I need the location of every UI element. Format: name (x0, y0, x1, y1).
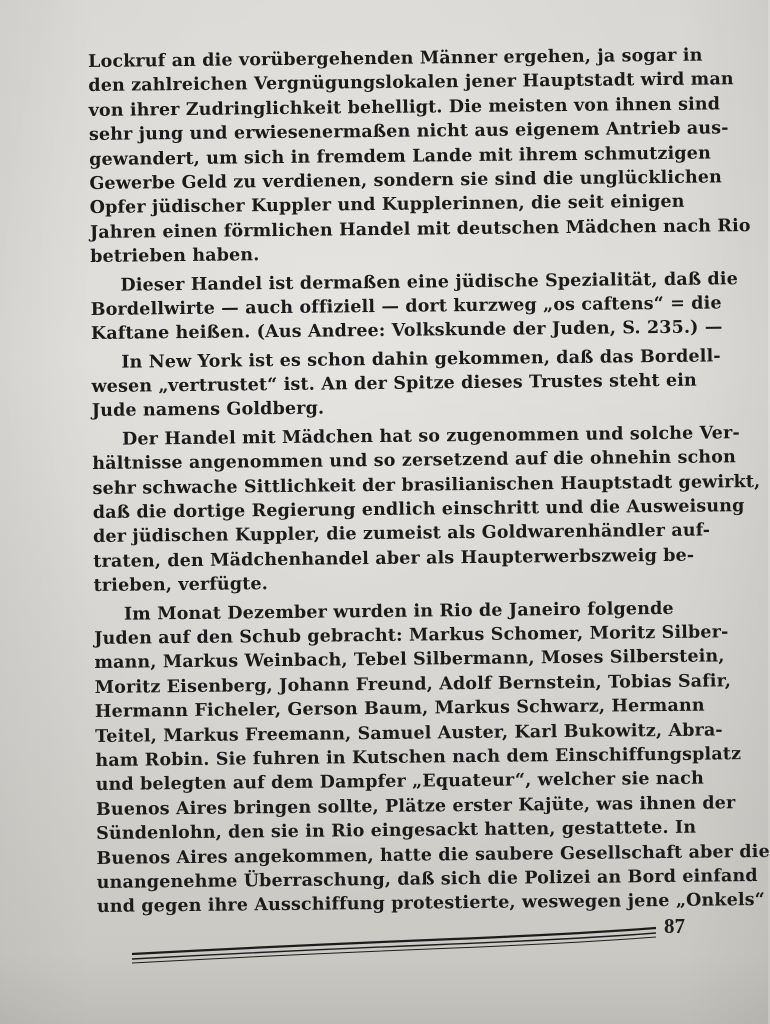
text-line: den zahlreichen Vergnügungslokalen jener Hauptstadt wird man (88, 69, 734, 97)
text-line: Sündenlohn, den sie in Rio eingesackt hatten, gestattete. In (96, 817, 697, 845)
text-line: Dieser Handel ist dermaßen eine jüdische Spezialität, daß die (120, 268, 739, 296)
text-line: Teitel, Markus Freemann, Samuel Auster, Karl Bukowitz, Abra- (95, 719, 723, 747)
text-line: Opfer jüdischer Kuppler und Kupplerinnen, die seit einigen (89, 192, 685, 219)
text-line: Jude namens Goldberg. (91, 399, 325, 422)
text-line: Juden auf den Schub gebracht: Markus Schomer, Moritz Silber- (94, 622, 729, 649)
page-shadow (0, 954, 768, 1024)
paragraph (88, 44, 751, 270)
body-text (88, 44, 770, 920)
text-line: Moritz Eisenberg, Johann Freund, Adolf Bernstein, Tobias Safir, (94, 671, 732, 698)
text-line: Bordellwirte — auch offiziell — dort kurzweg „os caftens“ = die (90, 293, 722, 320)
text-line: daß die dortige Regierung endlich einschritt und die Ausweisung (92, 496, 745, 524)
text-line: Gewerbe Geld zu verdienen, sondern sie sind die unglücklichen (89, 167, 723, 194)
paragraph (92, 422, 761, 599)
text-line: Jahren einen förmlichen Handel mit deutschen Mädchen nach Rio (89, 215, 751, 243)
text-line: betrieben haben. (90, 245, 260, 268)
text-line: Buenos Aires angekommen, hatte die saubere Gesellschaft aber die (96, 841, 770, 869)
paragraph (91, 345, 721, 424)
text-line: und gegen ihre Ausschiffung protestierte, weswegen jene „Onkels“ (96, 890, 766, 918)
text-line: sehr schwache Sittlichkeit der brasilianischen Hauptstadt gewirkt, (92, 471, 761, 499)
text-line: Lockruf an die vorübergehenden Männer ergehen, ja sogar in (88, 45, 703, 72)
text-line: unangenehme Überraschung, daß sich die Polizei an Bord einfand (96, 865, 758, 893)
text-line: In New York ist es schon dahin gekommen, daß das Bordell- (121, 346, 721, 373)
text-line: sehr jung und erwiesenermaßen nicht aus eigenem Antrieb aus- (88, 118, 729, 146)
text-line: trieben, verfügte. (93, 574, 269, 597)
text-line: Buenos Aires bringen sollte, Plätze erster Kajüte, was ihnen der (95, 792, 736, 820)
text-line: Hermann Ficheler, Gerson Baum, Markus Schwarz, Hermann (94, 695, 705, 723)
text-line: der jüdischen Kuppler, die zumeist als Goldwarenhändler auf- (92, 520, 711, 548)
text-line: Der Handel mit Mädchen hat so zugenommen und solche Ver- (121, 423, 740, 450)
text-line: und belegten auf dem Dampfer „Equateur“, welcher sie nach (95, 768, 705, 796)
text-line: gewandert, um sich in fremdem Lande mit ihrem schmutzigen (89, 143, 712, 170)
paragraph (94, 597, 770, 920)
text-line: Im Monat Dezember wurden in Rio de Janeiro folgende (123, 598, 674, 625)
text-line: von ihrer Zudringlichkeit behelligt. Die meisten von ihnen sind (88, 94, 721, 121)
text-line: mann, Markus Weinbach, Tebel Silbermann, Moses Silberstein, (94, 646, 725, 674)
text-line: wesen „vertrustet“ ist. An der Spitze dieses Trustes steht ein (91, 370, 697, 398)
text-line: traten, den Mädchenhandel aber als Haupterwerbszweig be- (93, 545, 695, 572)
page-number: 87 (664, 914, 685, 938)
paragraph (90, 267, 739, 346)
text-line: ham Robin. Sie fuhren in Kutschen nach dem Einschiffungsplatz (95, 744, 742, 771)
text-line: Kaftane heißen. (Aus Andree: Volkskunde der Juden, S. 235.) — (90, 317, 723, 345)
text-line: hältnisse angenommen und so zersetzend auf die ohnehin schon (92, 447, 737, 475)
